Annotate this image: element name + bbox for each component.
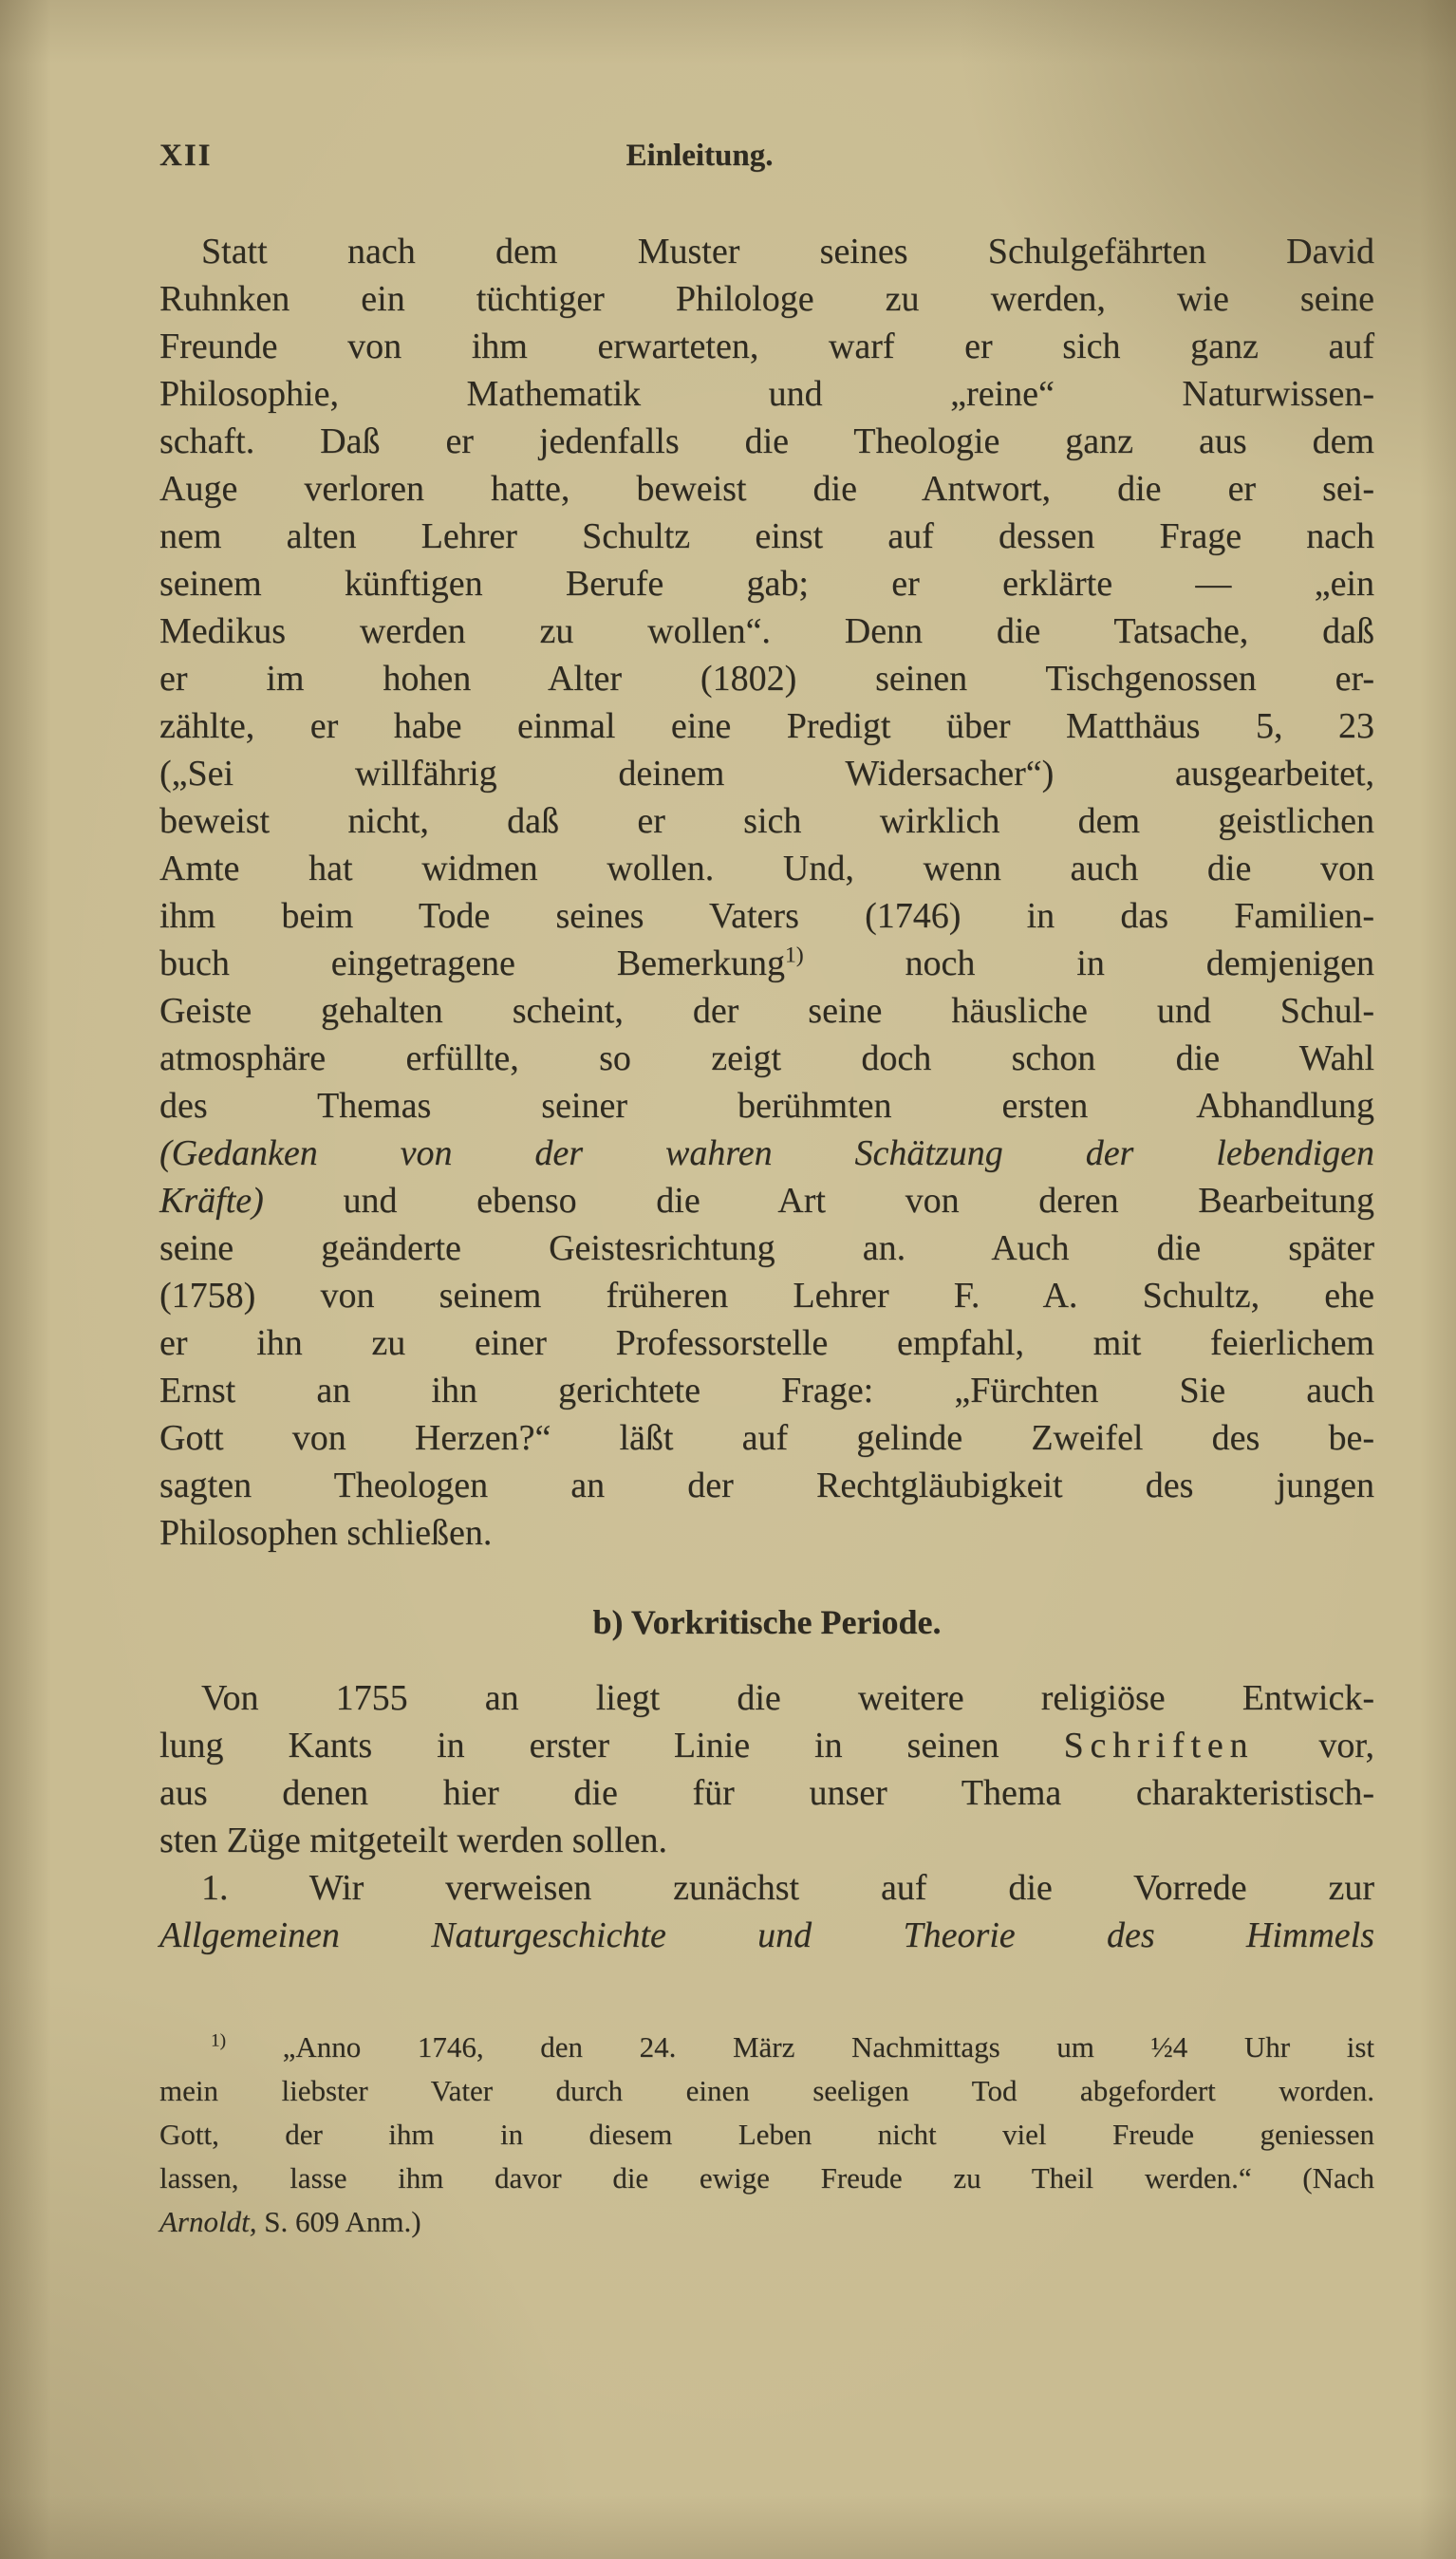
text-segment: Auge verloren hatte, beweist die Antwort, die er sei- (159, 469, 1374, 509)
text-segment: Philosophie, Mathematik und „reine“ Naturwissen- (159, 374, 1374, 414)
text-segment: (1758) von seinem früheren Lehrer F. A. Schultz, ehe (159, 1276, 1374, 1316)
text-line (159, 228, 1374, 275)
text-segment: Geiste gehalten scheint, der seine häusliche und Schul- (159, 991, 1374, 1031)
text-line (159, 2200, 1374, 2244)
running-title: Einleitung. (625, 139, 774, 173)
text-line (159, 275, 1374, 323)
text-line (159, 1414, 1374, 1462)
text-line (159, 1082, 1374, 1130)
text-segment: („Sei willfährig deinem Widersacher“) ausgearbeitet, (159, 754, 1374, 794)
text-segment: schaft. Daß er jedenfalls die Theologie ganz aus dem (159, 421, 1374, 461)
text-segment: sten Züge mitgeteilt werden sollen. (159, 1821, 668, 1860)
text-segment: sagten Theologen an der Rechtgläubigkeit des jungen (159, 1466, 1374, 1505)
text-segment: mein liebster Vater durch einen seeligen Tod abgefordert worden. (159, 2074, 1374, 2107)
text-line (159, 513, 1374, 560)
text-line (159, 702, 1374, 750)
text-segment: Gott von Herzen?“ läßt auf gelinde Zweifel des be- (159, 1418, 1374, 1458)
text-line (159, 1769, 1374, 1817)
text-segment: aus denen hier die für unser Thema charakteristisch- (159, 1773, 1374, 1813)
text-line (159, 1035, 1374, 1082)
text-segment: Ernst an ihn gerichtete Frage: „Fürchten Sie auch (159, 1371, 1374, 1410)
text-segment: „Anno 1746, den 24. März Nachmittags um ½4 Uhr ist (226, 2030, 1374, 2064)
text-line (159, 892, 1374, 940)
page-number: XII (159, 139, 213, 173)
text-line (159, 987, 1374, 1035)
text-segment: Gott, der ihm in diesem Leben nicht viel Freude geniessen (159, 2118, 1374, 2151)
paragraph (159, 228, 1374, 1557)
section-heading: b) Vorkritische Periode. (592, 1603, 942, 1641)
text-segment: (Gedanken von der wahren Schätzung der lebendigen (159, 1133, 1374, 1173)
paragraph (159, 1674, 1374, 1864)
text-line (159, 560, 1374, 607)
text-segment: Amte hat widmen wollen. Und, wenn auch die von (159, 849, 1374, 888)
text-line (159, 2157, 1374, 2200)
text-line (159, 845, 1374, 892)
text-segment: Von 1755 an liegt die weitere religiöse Entwick- (201, 1678, 1374, 1718)
text-segment: 1) (785, 943, 804, 968)
text-segment: er im hohen Alter (1802) seinen Tischgenossen er- (159, 659, 1374, 699)
text-segment: Statt nach dem Muster seines Schulgefährten David (201, 232, 1374, 271)
text-line (159, 940, 1374, 987)
text-line (159, 465, 1374, 513)
text-line (159, 1864, 1374, 1912)
text-line (159, 1367, 1374, 1414)
text-segment: und ebenso die Art von deren Bearbeitung (263, 1181, 1374, 1221)
text-segment: zählte, er habe einmal eine Predigt über Matthäus 5, 23 (159, 706, 1374, 746)
text-segment: Philosophen schließen. (159, 1513, 493, 1553)
text-segment: des Themas seiner berühmten ersten Abhandlung (159, 1086, 1374, 1126)
text-segment: atmosphäre erfüllte, so zeigt doch schon die Wahl (159, 1038, 1374, 1078)
text-segment: seine geänderte Geistesrichtung an. Auch die später (159, 1228, 1374, 1268)
text-line (159, 1912, 1374, 1959)
text-segment: seinem künftigen Berufe gab; er erklärte — „ein (159, 564, 1374, 604)
text-segment: 1) (211, 2030, 226, 2051)
text-line (159, 1224, 1374, 1272)
text-segment: ihm beim Tode seines Vaters (1746) in das Familien- (159, 896, 1374, 936)
text-segment: er ihn zu einer Professorstelle empfahl, mit feierlichem (159, 1323, 1374, 1363)
body-text (159, 228, 1374, 2244)
text-line (159, 1462, 1374, 1509)
text-segment: 1. Wir verweisen zunächst auf die Vorrede zur (201, 1868, 1374, 1908)
text-line (159, 1817, 1374, 1864)
text-line (159, 418, 1374, 465)
text-line (159, 1319, 1374, 1367)
text-line (159, 323, 1374, 370)
text-segment: lung Kants in erster Linie in seinen (159, 1726, 1064, 1765)
paragraph (159, 1864, 1374, 1959)
text-line (159, 2113, 1374, 2157)
footnote (159, 2026, 1374, 2244)
text-line (159, 797, 1374, 845)
text-line (159, 2069, 1374, 2113)
text-segment: vor, (1254, 1726, 1374, 1765)
text-segment: beweist nicht, daß er sich wirklich dem geistlichen (159, 801, 1374, 841)
text-line (159, 750, 1374, 797)
text-segment: Allgemeinen Naturgeschichte und Theorie des Himmels (159, 1915, 1374, 1955)
text-segment: nem alten Lehrer Schultz einst auf dessen Frage nach (159, 516, 1374, 556)
text-segment: Kräfte) (159, 1181, 264, 1221)
text-line (159, 1674, 1374, 1722)
text-segment: Freunde von ihm erwarteten, warf er sich ganz auf (159, 327, 1374, 366)
text-segment: Arnoldt, (159, 2205, 257, 2238)
text-line (159, 2026, 1374, 2069)
text-line (159, 607, 1374, 655)
text-line (159, 1130, 1374, 1177)
text-segment: noch in demjenigen (803, 943, 1374, 983)
text-line (159, 370, 1374, 418)
text-segment: Ruhnken ein tüchtiger Philologe zu werden, wie seine (159, 279, 1374, 319)
page-header (0, 139, 1456, 182)
text-line (159, 1177, 1374, 1224)
text-line (159, 1272, 1374, 1319)
text-line (159, 655, 1374, 702)
text-line (159, 1509, 1374, 1557)
text-segment: S. 609 Anm.) (256, 2205, 421, 2238)
text-segment: lassen, lasse ihm davor die ewige Freude zu Theil werden.“ (Nach (159, 2161, 1374, 2195)
text-segment: buch eingetragene Bemerkung (159, 943, 786, 983)
text-line (159, 1722, 1374, 1769)
text-segment: Schriften (1063, 1726, 1255, 1765)
text-segment: Medikus werden zu wollen“. Denn die Tatsache, daß (159, 611, 1374, 651)
